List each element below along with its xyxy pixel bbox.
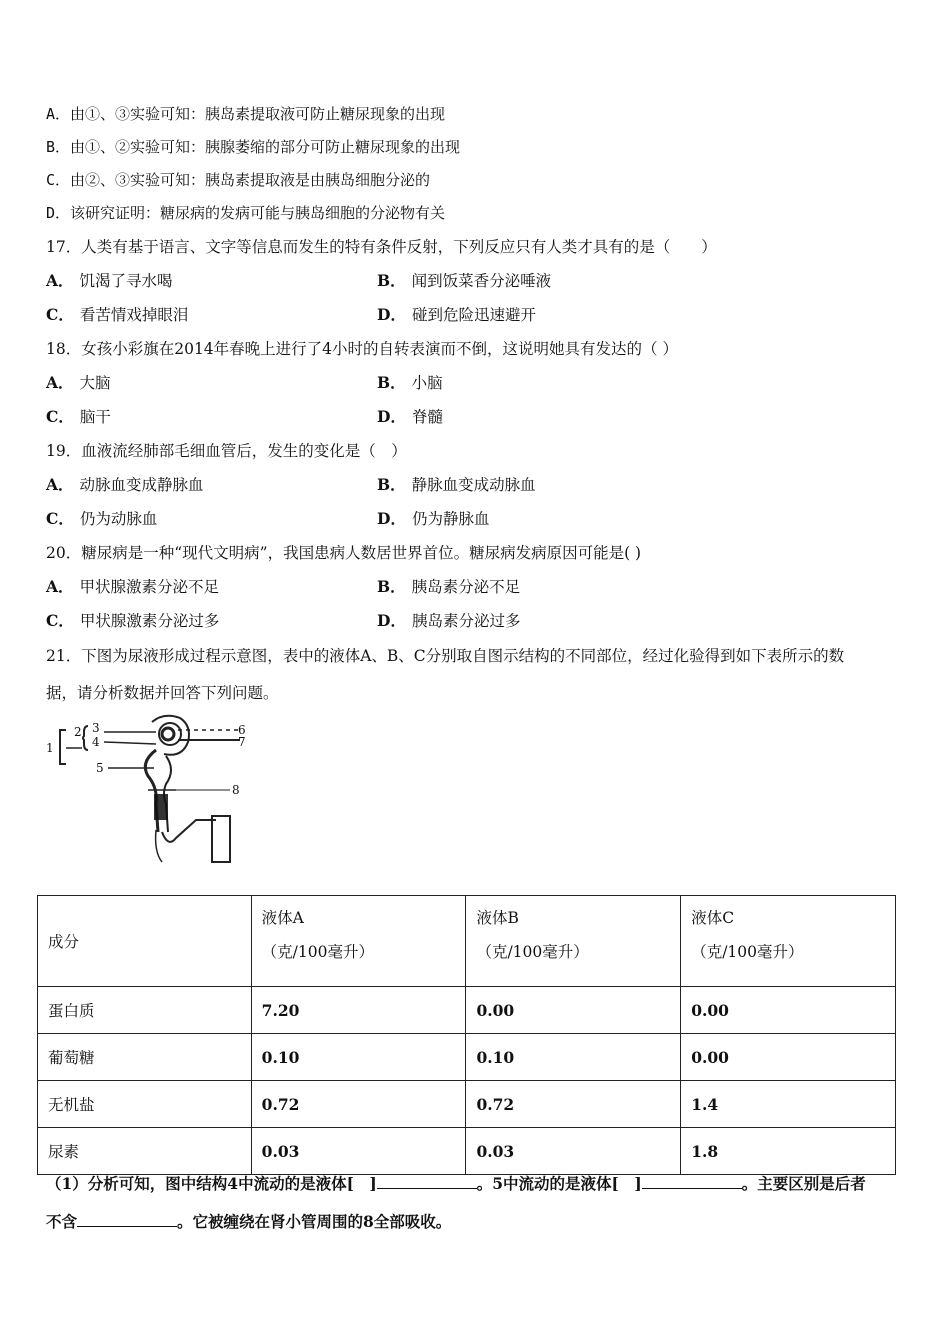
q16-option-d: D．该研究证明：糖尿病的发病可能与胰岛细胞的分泌物有关: [46, 204, 446, 222]
q20-options-row2: [46, 609, 906, 631]
q20-option-d: D． 胰岛素分泌过多: [377, 611, 521, 630]
answer-blank[interactable]: [642, 1174, 742, 1189]
q21-sub1-line1: （1）分析可知，图中结构4中流动的是液体[ ] 。5中流动的是液体[ ] 。主要区别是后者: [46, 1174, 866, 1193]
q17-option-c: C． 看苦情戏掉眼泪: [46, 305, 189, 324]
q21-sub1-line2: 不含 。它被缠绕在肾小管周围的8全部吸收。: [46, 1212, 452, 1231]
table-row: [38, 987, 896, 1034]
q17-option-b: B． 闻到饭菜香分泌唾液: [377, 271, 552, 290]
header-fluid-b: 液体B （克/100毫升）: [466, 896, 681, 987]
header-fluid-a: 液体A （克/100毫升）: [251, 896, 466, 987]
answer-blank[interactable]: [377, 1174, 477, 1189]
q20-option-c: C． 甲状腺激素分泌过多: [46, 611, 220, 630]
q17-option-d: D． 碰到危险迅速避开: [377, 305, 536, 324]
q19-options-row1: [46, 473, 906, 495]
diagram-label-8: 8: [232, 783, 240, 797]
cell-b: 0.03: [466, 1128, 681, 1175]
cell-b: 0.00: [466, 987, 681, 1034]
q21-stem-line2: 据，请分析数据并回答下列问题。: [46, 684, 279, 702]
diagram-label-4: 4: [92, 735, 100, 749]
diagram-label-1: 1: [46, 741, 54, 755]
q18-stem: 18．女孩小彩旗在2014年春晚上进行了4小时的自转表演而不倒，这说明她具有发达的（ ）: [46, 340, 678, 358]
table-row: [38, 1081, 896, 1128]
q18-option-d: D． 脊髓: [377, 407, 443, 426]
cell-a: 0.72: [251, 1081, 466, 1128]
q18-options-row2: [46, 405, 906, 427]
diagram-label-5: 5: [96, 761, 104, 775]
q21-stem-line1: 21．下图为尿液形成过程示意图，表中的液体A、B、C分别取自图示结构的不同部位，经过化验得到如下表所示的数: [46, 647, 845, 665]
table-header-row: [38, 896, 896, 987]
cell-b: 0.10: [466, 1034, 681, 1081]
q20-options-row1: [46, 575, 906, 597]
q19-stem: 19．血液流经肺部毛细血管后，发生的变化是（ ）: [46, 442, 407, 460]
brace-2: [83, 726, 88, 750]
nephron-diagram: [44, 712, 254, 870]
fluid-composition-table: [37, 895, 896, 1175]
cell-a: 7.20: [251, 987, 466, 1034]
cell-a: 0.03: [251, 1128, 466, 1175]
q17-options-row1: [46, 269, 906, 291]
q19-options-row2: [46, 507, 906, 529]
q16-option-b: B．由①、②实验可知：胰腺萎缩的部分可防止糖尿现象的出现: [46, 138, 461, 156]
table-row: [38, 1034, 896, 1081]
cell-c: 1.8: [681, 1128, 896, 1175]
q16-option-c: C．由②、③实验可知：胰岛素提取液是由胰岛细胞分泌的: [46, 171, 431, 189]
q19-option-b: B． 静脉血变成动脉血: [377, 475, 536, 494]
cell-c: 0.00: [681, 1034, 896, 1081]
cell-c: 1.4: [681, 1081, 896, 1128]
q18-option-b: B． 小脑: [377, 373, 443, 392]
q19-option-a: A． 动脉血变成静脉血: [46, 475, 204, 494]
diagram-label-7: 7: [238, 735, 246, 749]
q20-option-a: A． 甲状腺激素分泌不足: [46, 577, 220, 596]
q17-options-row2: [46, 303, 906, 325]
cell-b: 0.72: [466, 1081, 681, 1128]
row-name: 无机盐: [38, 1081, 252, 1128]
diagram-label-3: 3: [92, 721, 100, 735]
diagram-label-2: 2: [74, 725, 82, 739]
table-row: [38, 1128, 896, 1175]
q19-option-d: D． 仍为静脉血: [377, 509, 490, 528]
q17-option-a: A． 饥渴了寻水喝: [46, 271, 173, 290]
q16-option-a: A．由①、③实验可知：胰岛素提取液可防止糖尿现象的出现: [46, 105, 446, 123]
cell-a: 0.10: [251, 1034, 466, 1081]
q18-option-a: A． 大脑: [46, 373, 111, 392]
header-component: 成分: [38, 896, 252, 987]
q20-option-b: B． 胰岛素分泌不足: [377, 577, 521, 596]
answer-blank[interactable]: [77, 1212, 177, 1227]
q19-option-c: C． 仍为动脉血: [46, 509, 158, 528]
q18-option-c: C． 脑干: [46, 407, 111, 426]
cell-c: 0.00: [681, 987, 896, 1034]
row-name: 蛋白质: [38, 987, 252, 1034]
bracket-1: [60, 730, 66, 764]
row-name: 葡萄糖: [38, 1034, 252, 1081]
q17-stem: 17．人类有基于语言、文字等信息而发生的特有条件反射，下列反应只有人类才具有的是（ ）: [46, 238, 717, 256]
diagram-label-6: 6: [238, 723, 246, 737]
header-fluid-c: 液体C （克/100毫升）: [681, 896, 896, 987]
q18-options-row1: [46, 371, 906, 393]
q20-stem: 20．糖尿病是一种“现代文明病”，我国患病人数居世界首位。糖尿病发病原因可能是( ): [46, 544, 642, 562]
row-name: 尿素: [38, 1128, 252, 1175]
